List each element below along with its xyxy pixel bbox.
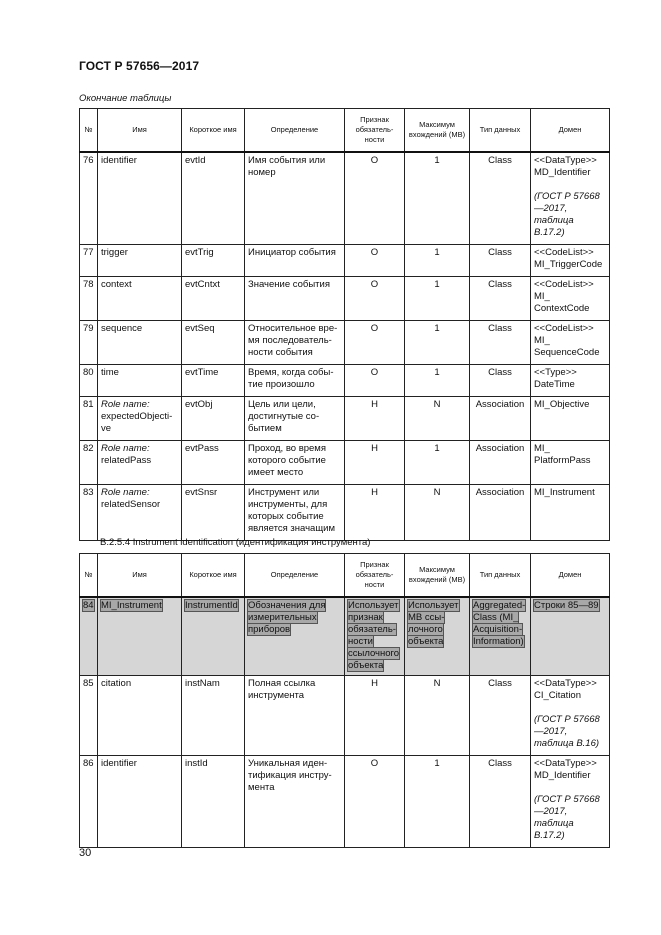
row-definition: Полная ссылка инструмента [245,675,345,755]
row-max-occurrence: 1 [405,440,470,484]
row-obligation: O [345,244,405,276]
row-domain: <<Type>> DateTime [531,364,610,396]
row-data-type [470,597,531,676]
table-row [80,396,610,440]
row-max-occurrence: 1 [405,276,470,320]
row-number: 77 [80,244,98,276]
col-header-max-occurrence: Максимум вхождений (MB) [405,554,470,597]
role-name-value: relatedSensor [101,498,161,510]
row-data-type: Association [470,440,531,484]
row-data-type: Class [470,320,531,364]
domain-value: <<DataType>> MD_Identifier [534,757,597,781]
row-definition [245,597,345,676]
domain-reference: (ГОСТ Р 57668—2017, таблица B.16) [534,713,600,749]
row-short-name: evtTrig [182,244,245,276]
row-number [80,597,98,676]
row-name [98,440,182,484]
section-caption: B.2.5.4 Instrument identification (идентификация инструмента) [100,537,371,548]
row-number: 83 [80,484,98,540]
row-domain: <<CodeList>> MI_ ContextCode [531,276,610,320]
row-data-type: Class [470,152,531,245]
row-data-type: Class [470,276,531,320]
col-header-number: № [80,554,98,597]
col-header-obligation: Признак обязатель- ности [345,554,405,597]
row-short-name: instId [182,755,245,847]
row-number: 81 [80,396,98,440]
row-short-name-text: InstrumentId [185,599,238,611]
row-domain [531,597,610,676]
table-row [80,364,610,396]
row-name: identifier [98,152,182,245]
row-definition: Относительное вре- мя последователь- ности события [245,320,345,364]
table-row [80,276,610,320]
row-number: 79 [80,320,98,364]
row-max-occurrence: N [405,675,470,755]
row-max-occurrence: 1 [405,364,470,396]
row-number: 85 [80,675,98,755]
col-header-domain: Домен [531,109,610,152]
row-name: identifier [98,755,182,847]
domain-reference: (ГОСТ Р 57668—2017, таблица B.17.2) [534,190,600,238]
row-data-type: Association [470,396,531,440]
col-header-short-name: Короткое имя [182,109,245,152]
row-short-name: instNam [182,675,245,755]
row-definition: Проход, во время которого событие имеет место [245,440,345,484]
row-domain: <<CodeList>> MI_TriggerCode [531,244,610,276]
row-number: 86 [80,755,98,847]
row-data-type-text: Aggregated- Class (MI_ Acquisition- Information) [473,599,526,647]
col-header-data-type: Тип данных [470,554,531,597]
row-name: time [98,364,182,396]
col-header-definition: Определение [245,554,345,597]
table-row [80,244,610,276]
document-header: ГОСТ Р 57656—2017 [79,59,200,73]
row-max-occurrence: N [405,484,470,540]
row-definition-text: Обозначения для измерительных приборов [248,599,326,635]
row-short-name: evtTime [182,364,245,396]
table-row [80,320,610,364]
col-header-data-type: Тип данных [470,109,531,152]
table-header-row [80,554,610,597]
row-max-occurrence: 1 [405,152,470,245]
col-header-short-name: Короткое имя [182,554,245,597]
row-short-name: evtPass [182,440,245,484]
row-max-occurrence: N [405,396,470,440]
domain-value: <<DataType>> CI_Citation [534,677,597,701]
row-definition: Инициатор события [245,244,345,276]
row-number: 82 [80,440,98,484]
row-domain [531,675,610,755]
row-obligation: O [345,152,405,245]
row-domain: MI_ PlatformPass [531,440,610,484]
row-obligation [345,597,405,676]
attributes-table-end [79,108,610,541]
row-short-name: evtSeq [182,320,245,364]
table-row-highlighted [80,597,610,676]
row-name [98,484,182,540]
row-name: trigger [98,244,182,276]
row-obligation: O [345,276,405,320]
row-number-text: 84 [83,599,94,611]
row-definition: Инструмент или инструменты, для которых событие является значащим [245,484,345,540]
instrument-identification-table [79,553,610,848]
row-obligation-text: Использует признак обязатель- ности ссылочного объекта [348,599,400,671]
col-header-name: Имя [98,109,182,152]
table-header-row [80,109,610,152]
row-max-occurrence: 1 [405,755,470,847]
row-domain [531,152,610,245]
row-number: 76 [80,152,98,245]
row-data-type: Class [470,675,531,755]
row-data-type: Class [470,244,531,276]
row-name-text: MI_Instrument [101,599,162,611]
row-obligation: O [345,320,405,364]
row-obligation: O [345,364,405,396]
row-max-occurrence: 1 [405,244,470,276]
row-obligation: H [345,675,405,755]
row-name: sequence [98,320,182,364]
role-name-label: Role name: [101,486,150,498]
col-header-max-occurrence: Максимум вхождений (MB) [405,109,470,152]
page-number: 30 [79,847,92,859]
row-short-name: evtSnsr [182,484,245,540]
table-row [80,484,610,540]
row-definition: Цель или цели, достигнутые со- бытием [245,396,345,440]
row-data-type: Class [470,364,531,396]
col-header-obligation: Признак обязатель- ности [345,109,405,152]
row-name: context [98,276,182,320]
table-row [80,675,610,755]
row-definition: Уникальная иден- тификация инстру- мента [245,755,345,847]
row-definition: Время, когда собы- тие произошло [245,364,345,396]
row-obligation: H [345,484,405,540]
table-row [80,152,610,245]
row-domain [531,755,610,847]
domain-value: <<DataType>> MD_Identifier [534,154,597,178]
row-domain: MI_Objective [531,396,610,440]
row-max-occurrence [405,597,470,676]
row-name [98,597,182,676]
row-number: 78 [80,276,98,320]
table-row [80,440,610,484]
row-max-occurrence-text: Использует MB ссы- лочного объекта [408,599,459,647]
row-obligation: O [345,755,405,847]
row-short-name: evtCntxt [182,276,245,320]
row-max-occurrence: 1 [405,320,470,364]
row-number: 80 [80,364,98,396]
col-header-domain: Домен [531,554,610,597]
role-name-label: Role name: [101,442,150,454]
role-name-value: relatedPass [101,454,152,466]
domain-reference: (ГОСТ Р 57668—2017, таблица B.17.2) [534,793,600,841]
col-header-number: № [80,109,98,152]
col-header-name: Имя [98,554,182,597]
row-name: citation [98,675,182,755]
row-data-type: Class [470,755,531,847]
role-name-value: expectedObjecti- ve [101,410,173,434]
row-short-name: evtObj [182,396,245,440]
row-obligation: H [345,396,405,440]
row-domain: MI_Instrument [531,484,610,540]
row-short-name [182,597,245,676]
row-definition: Имя события или номер [245,152,345,245]
row-domain-text: Строки 85—89 [534,599,599,611]
role-name-label: Role name: [101,398,150,410]
col-header-definition: Определение [245,109,345,152]
row-domain: <<CodeList>> MI_ SequenceCode [531,320,610,364]
row-name [98,396,182,440]
table-row [80,755,610,847]
row-definition: Значение события [245,276,345,320]
table-continuation-caption: Окончание таблицы [79,93,172,104]
row-short-name: evtId [182,152,245,245]
row-obligation: H [345,440,405,484]
row-data-type: Association [470,484,531,540]
